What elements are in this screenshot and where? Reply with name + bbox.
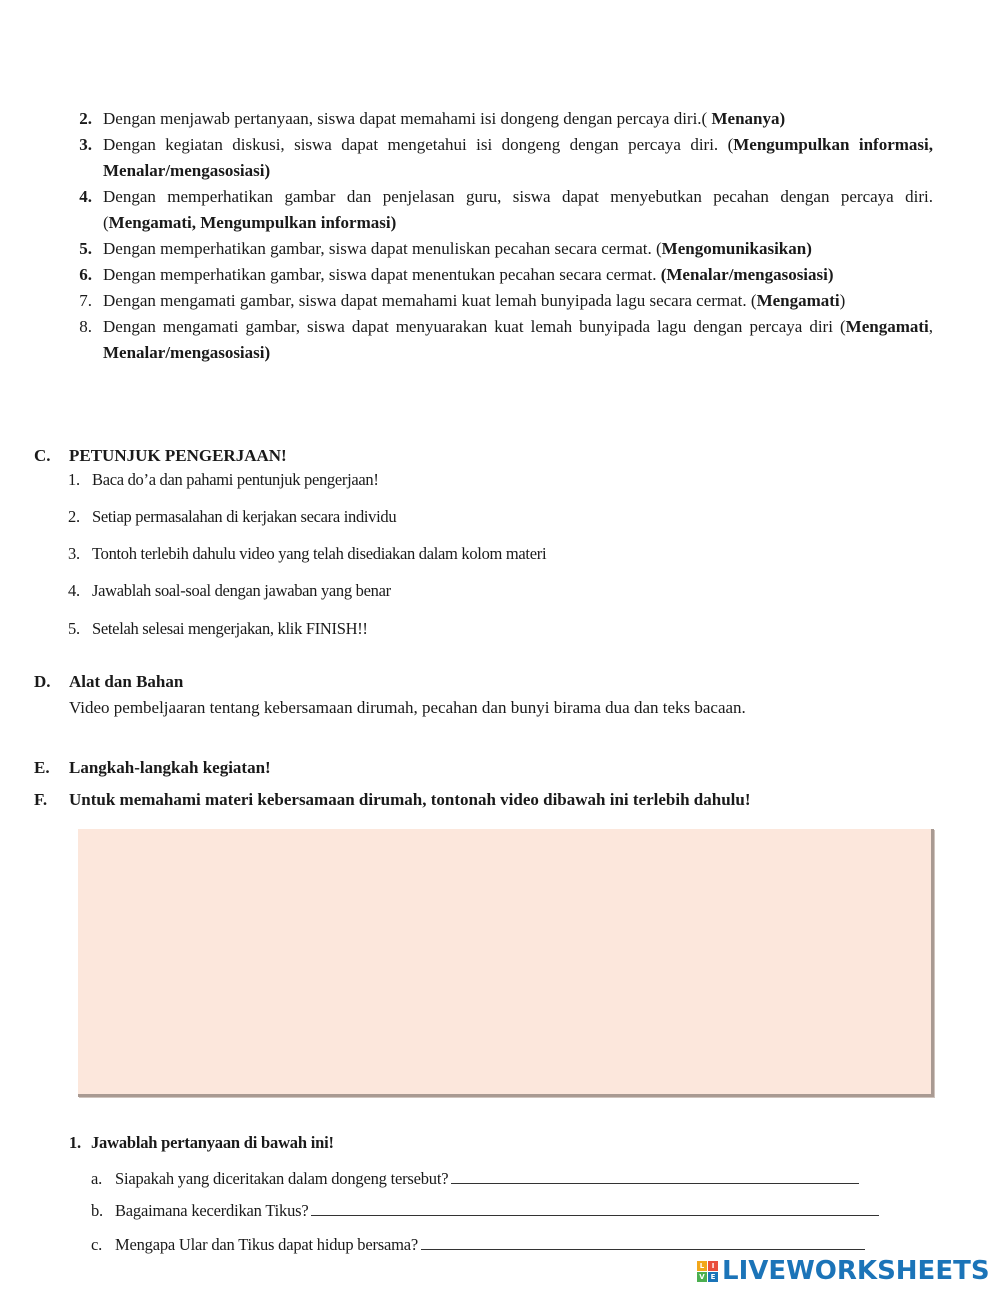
objective-number: 8. bbox=[79, 317, 92, 336]
objective-number: 6. bbox=[79, 265, 92, 284]
objective-number: 3. bbox=[79, 135, 92, 154]
objective-item: 3. Dengan kegiatan diskusi, siswa dapat mengetahui isi dongeng dengan percaya diri. (Mengumpulkan informasi, Menalar/mengasosiasi) bbox=[66, 132, 933, 184]
question-item: b. Bagaimana kecerdikan Tikus? bbox=[91, 1198, 879, 1221]
logo-wordmark: LIVEWORKSHEETS bbox=[722, 1256, 990, 1286]
answer-field[interactable] bbox=[451, 1166, 859, 1184]
instruction-step: 4. Jawablah soal-soal dengan jawaban yang benar bbox=[68, 581, 391, 600]
logo-grid-icon: L I V E bbox=[697, 1261, 718, 1282]
objective-item: 2. Dengan menjawab pertanyaan, siswa dapat memahami isi dongeng dengan percaya diri.( Menanya) bbox=[66, 106, 933, 132]
section-c-heading: C. PETUNJUK PENGERJAAN! bbox=[34, 446, 287, 465]
objective-number: 2. bbox=[79, 109, 92, 128]
objective-item: 7. Dengan mengamati gambar, siswa dapat memahami kuat lemah bunyipada lagu secara cermat. (Mengamati) bbox=[66, 288, 933, 314]
question-item: c. Mengapa Ular dan Tikus dapat hidup bersama? bbox=[91, 1232, 865, 1255]
section-d-heading: D. Alat dan Bahan bbox=[34, 672, 184, 691]
video-embed-area[interactable] bbox=[78, 829, 934, 1097]
instruction-step: 2. Setiap permasalahan di kerjakan secara individu bbox=[68, 507, 397, 526]
section-e-heading: E. Langkah-langkah kegiatan! bbox=[34, 758, 271, 777]
answer-field[interactable] bbox=[421, 1232, 865, 1250]
section-f-heading: F. Untuk memahami materi kebersamaan dirumah, tontonah video dibawah ini terlebih dahulu! bbox=[34, 790, 751, 809]
objective-item: 5. Dengan memperhatikan gambar, siswa dapat menuliskan pecahan secara cermat. (Mengomunikasikan) bbox=[66, 236, 933, 262]
instruction-step: 5. Setelah selesai mengerjakan, klik FINISH!! bbox=[68, 619, 368, 638]
question-item: a. Siapakah yang diceritakan dalam dongeng tersebut? bbox=[91, 1166, 859, 1189]
liveworksheets-logo bbox=[697, 1256, 990, 1286]
instruction-step: 3. Tontoh terlebih dahulu video yang telah disediakan dalam kolom materi bbox=[68, 544, 547, 563]
questions-title: 1. Jawablah pertanyaan di bawah ini! bbox=[69, 1133, 334, 1152]
instruction-step: 1. Baca do’a dan pahami pentunjuk pengerjaan! bbox=[68, 470, 379, 489]
answer-field[interactable] bbox=[311, 1198, 879, 1216]
section-d-body: Video pembeljaaran tentang kebersamaan dirumah, pecahan dan bunyi birama dua dan teks bacaan. bbox=[69, 698, 746, 717]
objective-number: 7. bbox=[79, 291, 92, 310]
objective-item: 6. Dengan memperhatikan gambar, siswa dapat menentukan pecahan secara cermat. (Menalar/mengasosiasi) bbox=[66, 262, 933, 288]
objective-number: 5. bbox=[79, 239, 92, 258]
objective-number: 4. bbox=[79, 187, 92, 206]
objectives-list bbox=[66, 106, 933, 366]
objective-item: 8. Dengan mengamati gambar, siswa dapat menyuarakan kuat lemah bunyipada lagu dengan percaya diri (Mengamati, Menalar/mengasosiasi) bbox=[66, 314, 933, 366]
objective-item: 4. Dengan memperhatikan gambar dan penjelasan guru, siswa dapat menyebutkan pecahan dengan percaya diri. (Mengamati, Mengumpulkan informasi) bbox=[66, 184, 933, 236]
